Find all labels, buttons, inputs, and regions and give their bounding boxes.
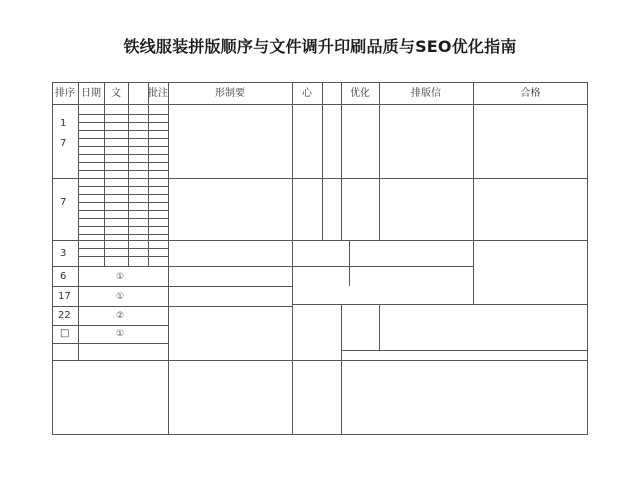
header-cell: 排序 xyxy=(55,88,75,99)
row-label: 1 xyxy=(60,118,67,129)
circled-mark: ① xyxy=(116,329,125,339)
row-label: □ xyxy=(60,328,70,339)
document-title: 铁线服装拼版顺序与文件调升印刷品质与SEO优化指南 xyxy=(123,37,517,56)
circled-mark: ① xyxy=(116,292,125,302)
header-cell: 文 xyxy=(111,88,121,99)
header-cell: 心 xyxy=(302,88,312,99)
header-cell: 日期 xyxy=(81,88,101,99)
header-cell: 优化 xyxy=(350,88,370,99)
header-cell: 批注 xyxy=(148,88,168,99)
row-label: 6 xyxy=(60,271,67,282)
row-label: 7 xyxy=(60,197,67,208)
row-label: 3 xyxy=(60,248,67,259)
circled-mark: ② xyxy=(116,311,125,321)
circled-mark: ① xyxy=(116,272,125,282)
row-label: 17 xyxy=(58,291,71,302)
row-label: 22 xyxy=(58,310,71,321)
header-cell: 合格 xyxy=(520,88,541,99)
row-label: 7 xyxy=(60,138,67,149)
header-cell: 排版信 xyxy=(411,88,441,99)
header-cell: 形制要 xyxy=(215,88,245,99)
